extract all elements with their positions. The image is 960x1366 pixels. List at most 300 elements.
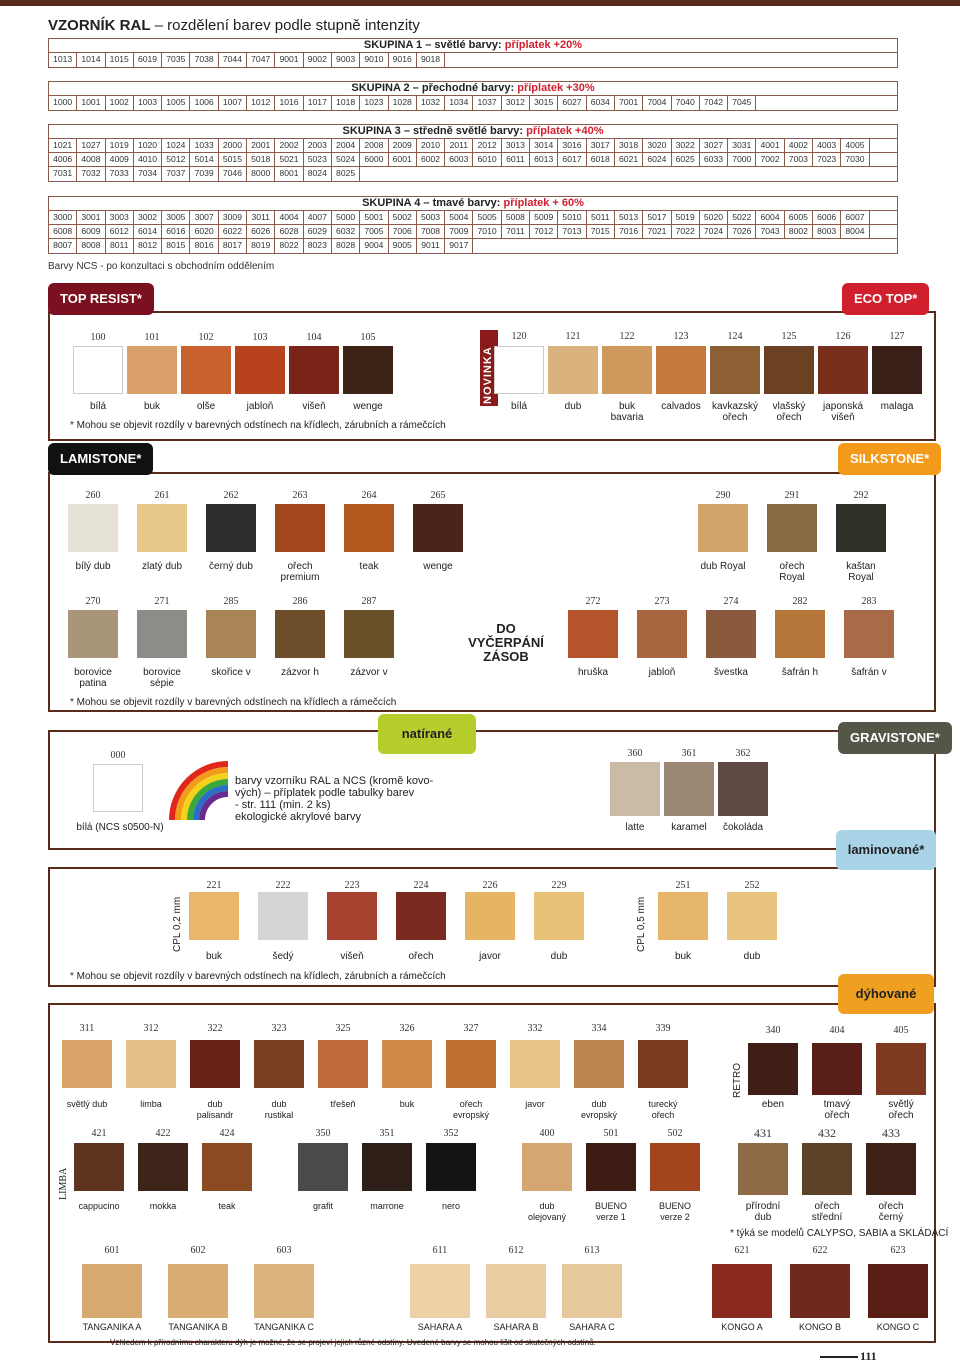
silkstone-code: 283 (861, 596, 877, 607)
ral-code: 1034 (445, 96, 473, 110)
lamistone-swatch[interactable] (137, 610, 187, 658)
dyhovane-swatch[interactable] (650, 1143, 700, 1191)
natirane-code: 000 (110, 750, 126, 761)
ral-code: 7047 (247, 53, 275, 67)
ral-code: 3013 (502, 139, 530, 152)
eco-top-code: 126 (835, 331, 851, 342)
page-number-rule (820, 1356, 858, 1358)
ral-code: 1017 (304, 96, 332, 110)
top-resist-label: jabloň (246, 401, 274, 412)
lamistone-label: wenge (423, 561, 453, 572)
tanganika-label: TANGANIKA B (168, 1322, 228, 1332)
ral-code: 2011 (445, 139, 473, 152)
laminovane-label: višeň (340, 951, 364, 962)
top-resist-code: 105 (360, 332, 376, 343)
ral-code: 5021 (275, 153, 303, 166)
dyhovane-swatch[interactable] (74, 1143, 124, 1191)
dyhovane-swatch[interactable] (362, 1143, 412, 1191)
eco-top-swatch[interactable] (818, 346, 868, 394)
tanganika-swatch[interactable] (254, 1264, 314, 1318)
ral-code: 7012 (530, 225, 558, 238)
gravistone-code: 360 (627, 748, 643, 759)
dyhovane-label: světlý dub (66, 1099, 108, 1109)
group-heading (49, 39, 897, 53)
ral-code: 2001 (247, 139, 275, 152)
group-heading (49, 125, 897, 139)
ral-code: 5008 (502, 211, 530, 224)
ral-code: 4005 (841, 139, 869, 152)
dyhovane-b-label: přírodní dub (745, 1201, 781, 1223)
dyhovane-label: BUENO verze 1 (594, 1201, 627, 1222)
ral-code: 8019 (247, 239, 275, 253)
ral-code: 7004 (643, 96, 671, 110)
retro-swatch[interactable] (748, 1043, 798, 1095)
laminovane-swatch[interactable] (396, 892, 446, 940)
retro-label: tmavý ořech (823, 1099, 851, 1121)
ral-code: 1001 (77, 96, 105, 110)
ral-code: 3003 (106, 211, 134, 224)
kongo-swatch[interactable] (712, 1264, 772, 1318)
dyhovane-label: turecký ořech (648, 1099, 678, 1120)
ral-code: 7034 (134, 167, 162, 181)
ral-code: 1021 (49, 139, 77, 152)
ral-code: 1014 (77, 53, 105, 67)
ral-code: 5014 (190, 153, 218, 166)
silkstone-label: šafrán v (851, 667, 887, 678)
top-resist-swatch[interactable] (343, 346, 393, 394)
silkstone-swatch[interactable] (637, 610, 687, 658)
laminovane-swatch[interactable] (658, 892, 708, 940)
tanganika-swatch[interactable] (82, 1264, 142, 1318)
dyhovane-swatch[interactable] (510, 1040, 560, 1088)
laminovane-swatch[interactable] (327, 892, 377, 940)
eco-top-label: calvados (661, 401, 701, 412)
ral-code: 5013 (615, 211, 643, 224)
kongo-swatch[interactable] (868, 1264, 928, 1318)
lamistone-code: 286 (292, 596, 308, 607)
ral-code: 3020 (643, 139, 671, 152)
lamistone-label: zlatý dub (141, 561, 183, 572)
ral-code: 8000 (247, 167, 275, 181)
laminovane-swatch[interactable] (465, 892, 515, 940)
lamistone-code: 263 (292, 490, 308, 501)
ral-code: 1033 (190, 139, 218, 152)
lamistone-label: zázvor v (350, 667, 388, 678)
dyhovane-swatch[interactable] (126, 1040, 176, 1088)
silkstone-swatch[interactable] (568, 610, 618, 658)
ral-code: 1028 (389, 96, 417, 110)
dyhovane-swatch[interactable] (586, 1143, 636, 1191)
eco-top-label: vlašský ořech (772, 401, 806, 423)
ral-code: 1007 (219, 96, 247, 110)
group-surcharge: příplatek +30% (517, 82, 595, 94)
tab-silkstone[interactable]: SILKSTONE* (838, 443, 941, 475)
ral-code: 7046 (219, 167, 247, 181)
natirane-white-label: bílá (NCS s0500-N) (76, 822, 164, 833)
ral-code: 4002 (785, 139, 813, 152)
ral-code: 6029 (304, 225, 332, 238)
retro-label: RETRO (732, 1063, 743, 1098)
ral-code: 2010 (417, 139, 445, 152)
ral-code: 7021 (643, 225, 671, 238)
dyhovane-label: buk (399, 1099, 415, 1109)
lamistone-code: 261 (154, 490, 170, 501)
title-rest: – rozdělení barev podle stupně intenzity (150, 17, 420, 34)
tab-natirane[interactable]: natírané (378, 714, 476, 754)
ral-code: 5022 (728, 211, 756, 224)
ral-code: 1037 (473, 96, 501, 110)
ral-row (49, 139, 897, 153)
laminovane-swatch[interactable] (189, 892, 239, 940)
dyhovane-swatch[interactable] (638, 1040, 688, 1088)
ral-code: 8028 (332, 239, 360, 253)
ral-row (49, 211, 897, 225)
page-number: 111 (860, 1349, 877, 1363)
ral-code: 4006 (49, 153, 77, 166)
ral-code: 5010 (558, 211, 586, 224)
ral-code: 3027 (700, 139, 728, 152)
gravistone-code: 362 (735, 748, 751, 759)
laminovane-swatch[interactable] (258, 892, 308, 940)
lamistone-label: teak (359, 561, 379, 572)
eco-top-swatch[interactable] (764, 346, 814, 394)
dyhovane-b-swatch[interactable] (866, 1143, 916, 1195)
gravistone-swatch[interactable] (610, 762, 660, 816)
sahara-code: 612 (508, 1245, 524, 1256)
ral-code: 3016 (558, 139, 586, 152)
ral-code: 6034 (587, 96, 615, 110)
ral-code: 5011 (587, 211, 615, 224)
top-resist-swatch[interactable] (289, 346, 339, 394)
dyhovane-code: 352 (443, 1128, 459, 1139)
ral-code: 1023 (360, 96, 388, 110)
ral-code: 9004 (360, 239, 388, 253)
ral-code: 1024 (162, 139, 190, 152)
natirane-swatch[interactable] (93, 764, 143, 812)
gravistone-swatch[interactable] (664, 762, 714, 816)
ral-code: 1018 (332, 96, 360, 110)
lamistone-swatch[interactable] (344, 504, 394, 552)
dyhovane-label: limba (140, 1099, 162, 1109)
silkstone-label: kaštan Royal (846, 561, 876, 583)
dyhovane-label: javor (525, 1099, 545, 1109)
laminovane-swatch[interactable] (727, 892, 777, 940)
ral-code: 3000 (49, 211, 77, 224)
top-resist-label: bílá (89, 401, 107, 412)
tab-gravistone[interactable]: GRAVISTONE* (838, 722, 952, 754)
tanganika-swatch[interactable] (168, 1264, 228, 1318)
kongo-code: 622 (812, 1245, 828, 1256)
ral-code: 4010 (134, 153, 162, 166)
top-resist-label: buk (143, 401, 161, 412)
eco-top-code: 120 (511, 331, 527, 342)
eco-top-label: bílá (510, 401, 528, 412)
natirane-text: barvy vzorníku RAL a NCS (kromě kovo- vých) – příplatek podle tabulky barev - str. 111 (min. 2 ks) ekologické akrylové barvy (235, 775, 434, 823)
tab-laminovane[interactable]: laminované* (836, 830, 936, 870)
tanganika-label: TANGANIKA A (82, 1322, 142, 1332)
top-resist-swatch[interactable] (235, 346, 285, 394)
laminovane-label: dub (743, 951, 761, 962)
dyhovane-b-code: 432 (818, 1126, 836, 1140)
top-resist-swatch[interactable] (73, 346, 123, 394)
ral-code: 4003 (813, 139, 841, 152)
ral-code: 5024 (332, 153, 360, 166)
retro-label: eben (761, 1099, 785, 1110)
ral-code: 9016 (389, 53, 417, 67)
sahara-label: SAHARA C (569, 1322, 615, 1332)
lamistone-swatch[interactable] (206, 610, 256, 658)
lamistone-swatch[interactable] (413, 504, 463, 552)
ral-code: 7035 (162, 53, 190, 67)
sahara-swatch[interactable] (410, 1264, 470, 1318)
ral-code: 9003 (332, 53, 360, 67)
ral-code: 1002 (106, 96, 134, 110)
lamistone-swatch[interactable] (68, 504, 118, 552)
ral-code: 4007 (304, 211, 332, 224)
ral-code: 8015 (162, 239, 190, 253)
eco-top-swatch[interactable] (602, 346, 652, 394)
top-resist-label: višeň (302, 401, 326, 412)
silkstone-swatch[interactable] (844, 610, 894, 658)
lamistone-swatch[interactable] (275, 504, 325, 552)
ral-code: 6019 (134, 53, 162, 67)
ral-code: 1005 (162, 96, 190, 110)
rainbow-icon (168, 760, 232, 824)
ral-code: 7040 (672, 96, 700, 110)
dyhovane-b-swatch[interactable] (802, 1143, 852, 1195)
retro-swatch[interactable] (812, 1043, 862, 1095)
eco-top-code: 123 (673, 331, 689, 342)
dyhovane-code: 350 (315, 1128, 331, 1139)
ral-code: 3011 (247, 211, 275, 224)
ral-code: 1000 (49, 96, 77, 110)
ral-code: 1003 (134, 96, 162, 110)
ral-code: 6021 (615, 153, 643, 166)
lamistone-swatch[interactable] (68, 610, 118, 658)
dyhovane-swatch[interactable] (318, 1040, 368, 1088)
group-surcharge: příplatek + 60% (503, 197, 584, 209)
dyhovane-swatch[interactable] (426, 1143, 476, 1191)
dyhovane-swatch[interactable] (446, 1040, 496, 1088)
eco-top-label: dub (564, 401, 582, 412)
kongo-code: 623 (890, 1245, 906, 1256)
dyhovane-label: grafit (312, 1201, 333, 1211)
dyhovane-swatch[interactable] (522, 1143, 572, 1191)
ral-code: 7030 (841, 153, 869, 166)
tab-eco-top[interactable]: ECO TOP* (842, 283, 929, 315)
laminovane-swatch[interactable] (534, 892, 584, 940)
gravistone-label: latte (625, 822, 645, 833)
ral-code: 5001 (360, 211, 388, 224)
dyhovane-b-swatch[interactable] (738, 1143, 788, 1195)
ral-code: 2012 (473, 139, 501, 152)
tab-lamistone[interactable]: LAMISTONE* (48, 443, 153, 475)
dyhovane-code: 502 (667, 1128, 683, 1139)
kongo-swatch[interactable] (790, 1264, 850, 1318)
ral-code: 2009 (389, 139, 417, 152)
dyhovane-label: dub rustikal (264, 1099, 294, 1120)
top-resist-swatch[interactable] (181, 346, 231, 394)
group-label: SKUPINA 2 – přechodné barvy: (351, 82, 518, 94)
silkstone-label: jabloň (648, 667, 676, 678)
eco-top-label: kavkazský ořech (711, 401, 759, 423)
ral-code: 9001 (275, 53, 303, 67)
ral-row (49, 167, 897, 181)
ral-code: 8017 (219, 239, 247, 253)
group-3 (48, 124, 898, 182)
retro-code: 405 (893, 1025, 909, 1036)
tab-top-resist[interactable]: TOP RESIST* (48, 283, 154, 315)
lamistone-swatch[interactable] (275, 610, 325, 658)
group-2 (48, 81, 898, 111)
group-1 (48, 38, 898, 68)
cpl02-label: CPL 0,2 mm (172, 896, 183, 952)
eco-top-swatch[interactable] (548, 346, 598, 394)
retro-swatch[interactable] (876, 1043, 926, 1095)
ral-code: 6012 (106, 225, 134, 238)
lamistone-label: borovice sépie (143, 667, 181, 689)
dyhovane-code: 351 (379, 1128, 395, 1139)
ral-code: 8008 (77, 239, 105, 253)
laminovane-code: 252 (744, 880, 760, 891)
dyhovane-swatch[interactable] (382, 1040, 432, 1088)
ral-code: 3031 (728, 139, 756, 152)
ral-code: 6001 (389, 153, 417, 166)
dyhovane-label: ořech evropský (452, 1099, 489, 1120)
lamistone-label: ořech premium (280, 561, 320, 583)
dyhovane-b-code: 433 (882, 1126, 900, 1140)
ral-code: 2003 (304, 139, 332, 152)
ral-code: 7002 (756, 153, 784, 166)
lamistone-swatch[interactable] (206, 504, 256, 552)
ral-code: 7039 (190, 167, 218, 181)
silkstone-swatch[interactable] (836, 504, 886, 552)
eco-top-code: 125 (781, 331, 797, 342)
ral-code: 5004 (445, 211, 473, 224)
ral-code: 1013 (49, 53, 77, 67)
ral-code: 4009 (106, 153, 134, 166)
dyhovane-code: 332 (527, 1023, 543, 1034)
top-resist-label: olše (196, 401, 216, 412)
sahara-label: SAHARA B (493, 1322, 539, 1332)
group-label: SKUPINA 4 – tmavé barvy: (362, 197, 504, 209)
group-label: SKUPINA 3 – středně světlé barvy: (342, 125, 527, 137)
ral-code: 6028 (275, 225, 303, 238)
ral-code: 9018 (417, 53, 445, 67)
eco-top-label: japonská višeň (822, 401, 864, 423)
silkstone-label: švestka (714, 667, 748, 678)
laminovane-code: 251 (675, 880, 691, 891)
ral-code: 5017 (643, 211, 671, 224)
sahara-code: 611 (432, 1245, 448, 1256)
silkstone-swatch[interactable] (767, 504, 817, 552)
dyhovane-b-code: 431 (754, 1126, 772, 1140)
dyhovane-code: 325 (335, 1023, 351, 1034)
dyhovane-swatch[interactable] (190, 1040, 240, 1088)
eco-top-swatch[interactable] (872, 346, 922, 394)
ral-row (49, 239, 897, 253)
laminovane-label: javor (479, 951, 501, 962)
tab-dyhovane[interactable]: dýhované (838, 974, 934, 1014)
eco-top-swatch[interactable] (710, 346, 760, 394)
sahara-swatch[interactable] (486, 1264, 546, 1318)
tanganika-label: TANGANIKA C (254, 1322, 314, 1332)
dyhovane-swatch[interactable] (298, 1143, 348, 1191)
ral-code: 8003 (813, 225, 841, 238)
lamistone-label: borovice patina (74, 667, 112, 689)
eco-top-code: 122 (619, 331, 635, 342)
eco-top-label: buk bavaria (610, 401, 644, 423)
lamistone-code: 287 (361, 596, 377, 607)
top-resist-swatch[interactable] (127, 346, 177, 394)
eco-top-swatch[interactable] (494, 346, 544, 394)
note-top-resist: * Mohou se objevit rozdíly v barevných odstínech na křídlech, zárubních a rámečcích (70, 420, 446, 431)
silkstone-swatch[interactable] (775, 610, 825, 658)
kongo-label: KONGO A (721, 1322, 763, 1332)
ral-code: 6014 (134, 225, 162, 238)
ral-code: 7016 (615, 225, 643, 238)
dyhovane-code: 422 (155, 1128, 171, 1139)
dyhovane-code: 323 (271, 1023, 287, 1034)
ral-code: 6005 (785, 211, 813, 224)
ral-row (49, 153, 897, 167)
dyhovane-code: 421 (91, 1128, 107, 1139)
ral-code: 7022 (672, 225, 700, 238)
silkstone-label: šafrán h (781, 667, 819, 678)
lamistone-code: 271 (154, 596, 170, 607)
ral-code: 6004 (756, 211, 784, 224)
ral-code: 1019 (106, 139, 134, 152)
dyhovane-swatch[interactable] (254, 1040, 304, 1088)
ral-code: 1015 (106, 53, 134, 67)
ral-code: 3018 (615, 139, 643, 152)
ral-code: 3009 (219, 211, 247, 224)
laminovane-label: šedý (272, 951, 294, 962)
lamistone-swatch[interactable] (137, 504, 187, 552)
ral-code: 8022 (275, 239, 303, 253)
ral-code: 2008 (360, 139, 388, 152)
ral-row (49, 225, 897, 239)
ral-code: 6007 (841, 211, 869, 224)
lamistone-code: 264 (361, 490, 377, 501)
dyhovane-swatch[interactable] (574, 1040, 624, 1088)
silkstone-swatch[interactable] (706, 610, 756, 658)
silkstone-swatch[interactable] (698, 504, 748, 552)
laminovane-code: 226 (482, 880, 498, 891)
dyhovane-swatch[interactable] (202, 1143, 252, 1191)
dyhovane-swatch[interactable] (62, 1040, 112, 1088)
tanganika-code: 603 (276, 1245, 292, 1256)
note-lamistone: * Mohou se objevit rozdíly v barevných odstínech na křídlech a rámečcích (70, 697, 397, 708)
gravistone-swatch[interactable] (718, 762, 768, 816)
do-vycerpani-note: DO VYČERPÁNÍ ZÁSOB (468, 621, 544, 664)
sahara-swatch[interactable] (562, 1264, 622, 1318)
ral-code: 5012 (162, 153, 190, 166)
dyhovane-swatch[interactable] (138, 1143, 188, 1191)
ral-code: 4001 (756, 139, 784, 152)
gravistone-code: 361 (681, 748, 697, 759)
ral-code: 9017 (445, 239, 473, 253)
top-resist-label: wenge (353, 401, 383, 412)
silkstone-code: 273 (654, 596, 670, 607)
top-resist-code: 103 (252, 332, 268, 343)
eco-top-swatch[interactable] (656, 346, 706, 394)
ral-code: 8023 (304, 239, 332, 253)
ral-code: 2000 (219, 139, 247, 152)
lamistone-swatch[interactable] (344, 610, 394, 658)
page-title (48, 17, 420, 34)
ral-code: 5009 (530, 211, 558, 224)
